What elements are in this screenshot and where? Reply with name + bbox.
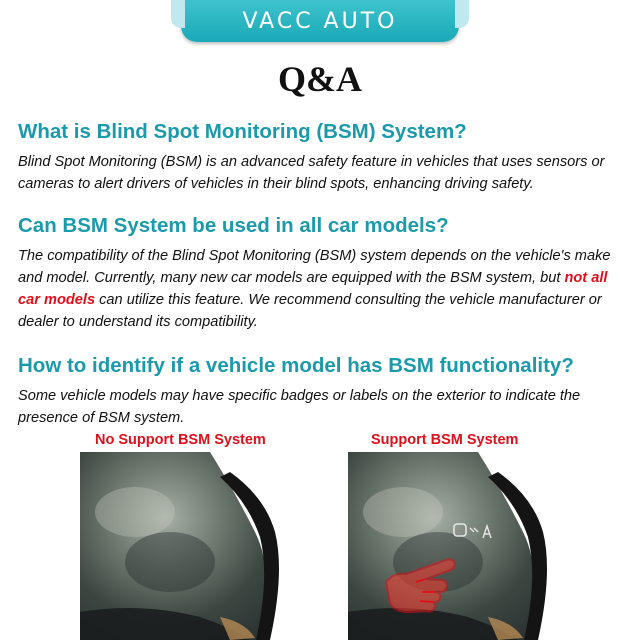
- no-support-caption: No Support BSM System: [95, 432, 266, 448]
- question-1: What is Blind Spot Monitoring (BSM) System?: [18, 120, 467, 143]
- question-2: Can BSM System be used in all car models?: [18, 214, 449, 237]
- answer-2-text-start: The compatibility of the Blind Spot Monitoring (BSM) system depends on the vehicle's make and model. Currently, many new car models are equipped with the BSM system, but: [18, 248, 611, 286]
- page-title: Q&A: [278, 59, 362, 99]
- mirror-photo-with-bsm: [348, 452, 561, 640]
- support-caption: Support BSM System: [371, 432, 519, 448]
- answer-2-highlight: not all car models: [18, 270, 608, 308]
- brand-logo-text: VACC AUTO: [242, 8, 398, 34]
- question-3: How to identify if a vehicle model has BSM functionality?: [18, 354, 574, 377]
- answer-2: [18, 245, 626, 333]
- mirror-photo-no-bsm: [80, 452, 293, 640]
- answer-1: Blind Spot Monitoring (BSM) is an advanced safety feature in vehicles that uses sensors or cameras to alert drivers of vehicles in their blind spots, enhancing driving safety.: [18, 154, 605, 192]
- answer-2-text-end: can utilize this feature. We recommend consulting the vehicle manufacturer or dealer to understand its compatibility.: [18, 292, 602, 330]
- brand-banner: [181, 0, 459, 42]
- bsm-warning-icon: [454, 524, 491, 538]
- answer-3: Some vehicle models may have specific badges or labels on the exterior to indicate the presence of BSM system.: [18, 388, 581, 426]
